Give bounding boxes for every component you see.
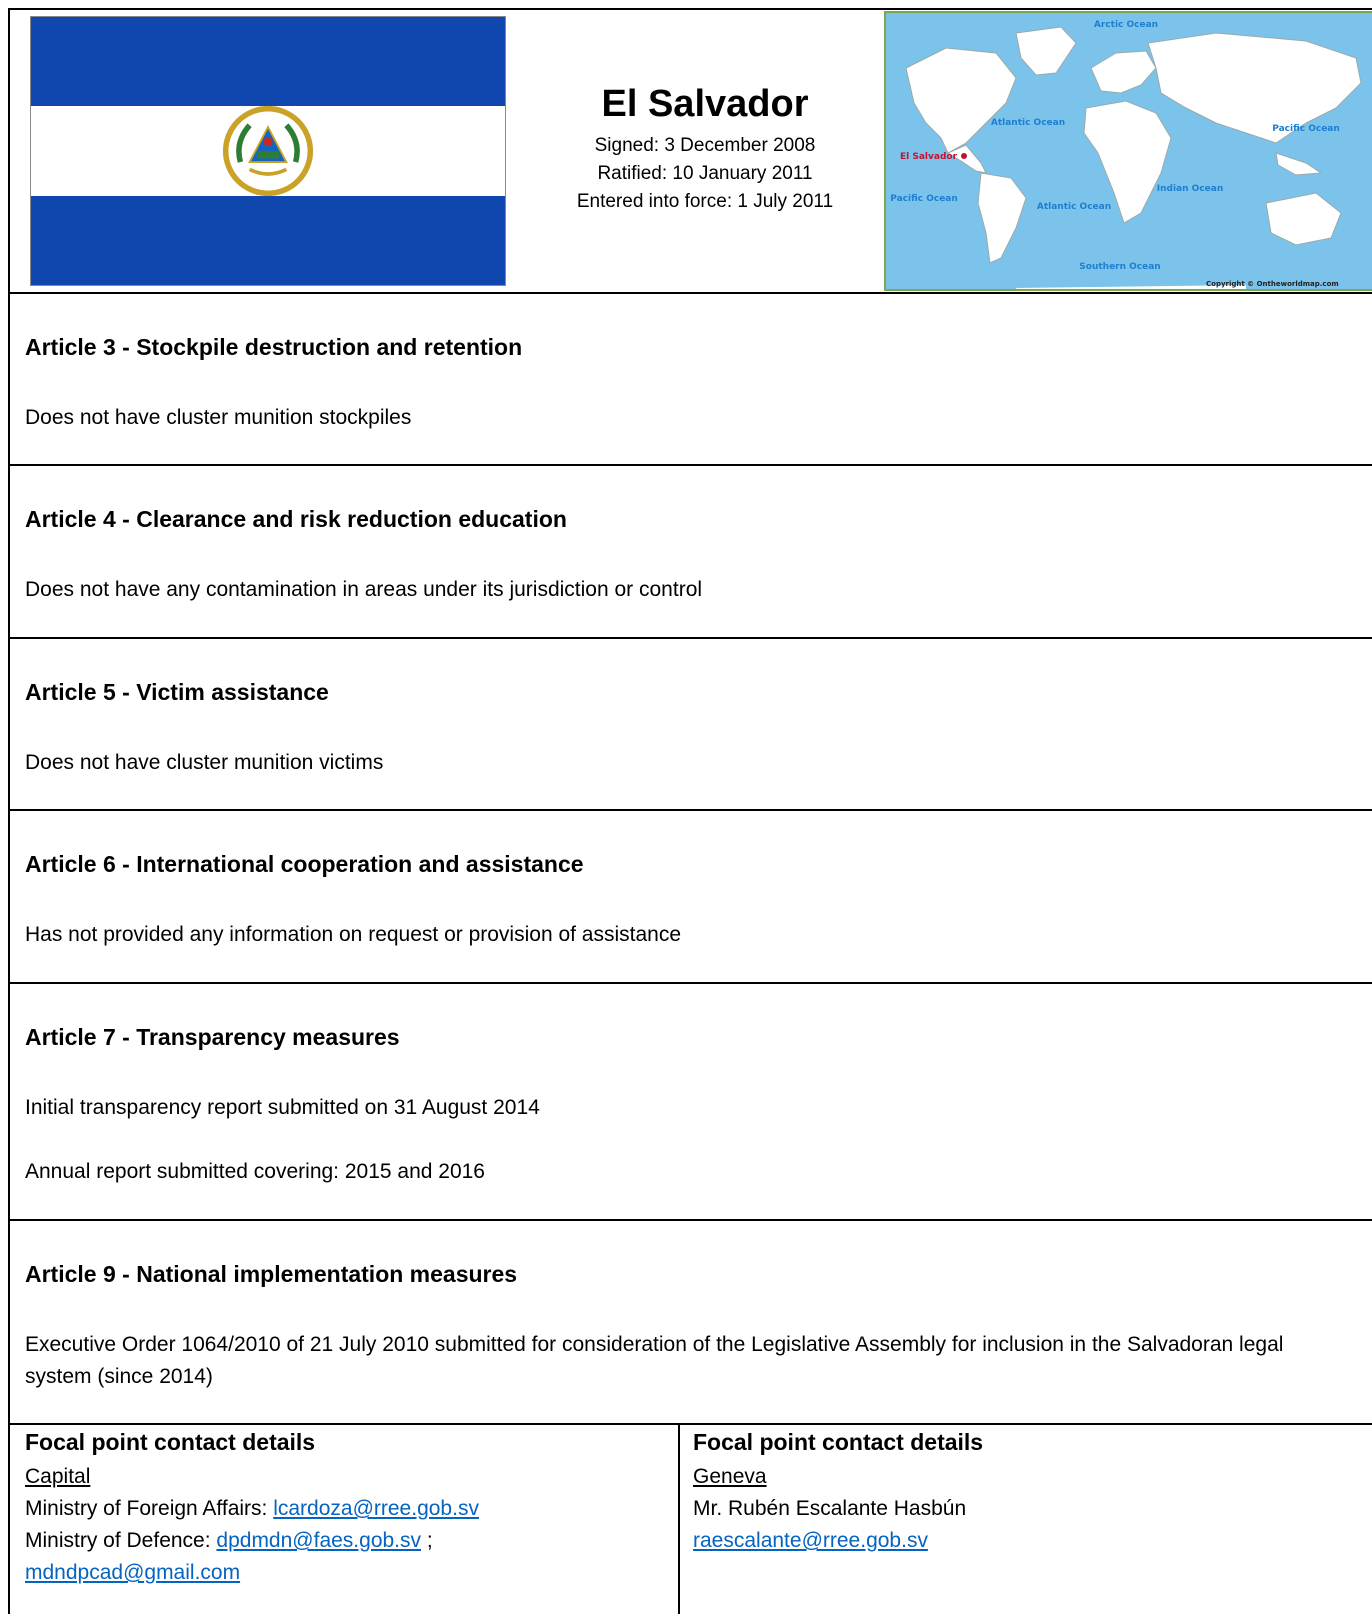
mfa-email-link[interactable]: lcardoza@rree.gob.sv xyxy=(273,1497,479,1520)
article-6-text: Has not provided any information on request or provision of assistance xyxy=(25,923,682,946)
focal-geneva-heading: Focal point contact details xyxy=(693,1429,984,1455)
article-7-text-1: Initial transparency report submitted on 31 August 2014 xyxy=(25,1096,540,1119)
flag-image xyxy=(30,16,506,286)
label-atlantic-ocean-north: Atlantic Ocean xyxy=(990,118,1066,128)
focal-geneva-email-line xyxy=(693,1525,928,1557)
focal-mod-line-2 xyxy=(25,1557,240,1589)
article-6-section xyxy=(10,811,1372,984)
coat-of-arms-icon xyxy=(222,105,314,197)
article-5-section xyxy=(10,639,1372,811)
label-southern-ocean: Southern Ocean xyxy=(1079,262,1161,272)
mod-email-link-2[interactable]: mdndpcad@gmail.com xyxy=(25,1561,241,1584)
country-info xyxy=(540,80,870,216)
label-pacific-ocean-east: Pacific Ocean xyxy=(1272,124,1340,134)
country-profile-table xyxy=(8,8,1372,1614)
article-9-section xyxy=(10,1221,1372,1425)
article-9-title: Article 9 - National implementation measures xyxy=(25,1261,518,1287)
focal-geneva-name: Mr. Rubén Escalante Hasbún xyxy=(693,1497,967,1520)
label-el-salvador: El Salvador xyxy=(900,152,958,162)
article-5-title: Article 5 - Victim assistance xyxy=(25,679,329,705)
entry-into-force-date: Entered into force: 1 July 2011 xyxy=(576,191,834,212)
focal-capital-heading: Focal point contact details xyxy=(25,1429,316,1455)
flag-top-band xyxy=(31,17,505,106)
label-atlantic-ocean-south: Atlantic Ocean xyxy=(1036,202,1112,212)
article-6-title: Article 6 - International cooperation and assistance xyxy=(25,851,584,877)
geneva-email-link[interactable]: raescalante@rree.gob.sv xyxy=(693,1529,928,1552)
focal-points-row xyxy=(10,1425,1372,1614)
focal-geneva-location: Geneva xyxy=(693,1465,767,1488)
label-pacific-ocean-west: Pacific Ocean xyxy=(890,194,958,204)
flag-bottom-band xyxy=(31,196,505,285)
signed-date: Signed: 3 December 2008 xyxy=(594,135,816,156)
article-3-title: Article 3 - Stockpile destruction and retention xyxy=(25,334,523,360)
label-indian-ocean: Indian Ocean xyxy=(1156,184,1224,194)
ratified-date: Ratified: 10 January 2011 xyxy=(597,163,813,184)
focal-capital-location: Capital xyxy=(25,1465,91,1488)
world-map-svg xyxy=(886,13,1372,291)
focal-point-capital xyxy=(10,1425,680,1614)
article-7-title: Article 7 - Transparency measures xyxy=(25,1024,400,1050)
map-copyright: Copyright © Ontheworldmap.com xyxy=(1206,280,1339,288)
mod-separator: ; xyxy=(421,1529,433,1552)
focal-point-geneva xyxy=(680,1425,1372,1614)
label-arctic-ocean: Arctic Ocean xyxy=(1093,20,1159,30)
article-7-section xyxy=(10,984,1372,1221)
article-9-text: Executive Order 1064/2010 of 21 July 2010 submitted for consideration of the Legislative Assembly for inclusion in the Salvadoran legal system (since 2014) xyxy=(25,1333,1284,1388)
article-5-text: Does not have cluster munition victims xyxy=(25,751,384,774)
article-3-section xyxy=(10,294,1372,466)
el-salvador-marker xyxy=(961,153,967,159)
article-4-section xyxy=(10,466,1372,639)
world-map xyxy=(884,11,1372,291)
mod-label: Ministry of Defence: xyxy=(25,1529,217,1552)
article-3-text: Does not have cluster munition stockpiles xyxy=(25,406,412,429)
country-name: El Salvador xyxy=(601,83,809,125)
header-row xyxy=(10,10,1372,294)
article-7-text-2: Annual report submitted covering: 2015 and 2016 xyxy=(25,1160,485,1183)
focal-mfa-line xyxy=(25,1493,479,1525)
article-4-text: Does not have any contamination in areas under its jurisdiction or control xyxy=(25,578,703,601)
article-4-title: Article 4 - Clearance and risk reduction education xyxy=(25,506,567,532)
mfa-label: Ministry of Foreign Affairs: xyxy=(25,1497,274,1520)
mod-email-link[interactable]: dpdmdn@faes.gob.sv xyxy=(216,1529,422,1552)
focal-mod-line xyxy=(25,1525,433,1557)
